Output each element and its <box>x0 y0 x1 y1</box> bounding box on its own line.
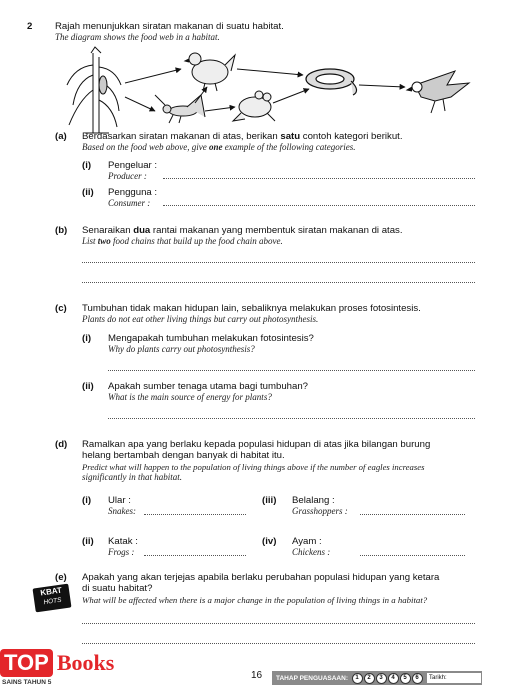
corn-plant-icon <box>67 47 121 133</box>
part-e-answer-line-2[interactable] <box>82 643 475 644</box>
intro-en: The diagram shows the food web in a habitat. <box>55 32 220 42</box>
part-c-ii-answer-line[interactable] <box>108 418 475 419</box>
chickens-ms: Ayam : <box>292 536 322 547</box>
kbat-hots-badge <box>33 584 72 613</box>
part-e-label: (e) <box>55 572 67 583</box>
part-b-answer-line-2[interactable] <box>82 282 475 283</box>
part-c-label: (c) <box>55 303 67 314</box>
part-a-i-label: (i) <box>82 160 92 171</box>
producer-answer-line[interactable] <box>163 178 475 179</box>
food-web-diagram <box>55 45 475 135</box>
date-field[interactable] <box>427 673 481 683</box>
part-d-ms-2: helang bertambah dengan banyak di habitat itu. <box>82 450 285 461</box>
part-c-i-label: (i) <box>82 333 92 344</box>
grasshoppers-answer-line[interactable] <box>360 514 465 515</box>
consumer-answer-line[interactable] <box>163 205 475 206</box>
eagle-icon <box>407 71 469 113</box>
part-c-en: Plants do not eat other living things but carry out photosynthesis. <box>82 314 319 324</box>
part-e-answer-line-1[interactable] <box>82 623 475 624</box>
part-d-i-label: (i) <box>82 495 92 506</box>
part-d-en-2: significantly in that habitat. <box>82 472 182 482</box>
snakes-ms: Ular : <box>108 495 131 506</box>
hots-label: HOTS <box>43 596 62 607</box>
consumer-ms: Pengguna : <box>108 187 158 198</box>
part-b-label: (b) <box>55 225 68 236</box>
frogs-answer-line[interactable] <box>144 555 246 556</box>
part-c-i-answer-line[interactable] <box>108 370 475 371</box>
part-b-ms: Senaraikan dua rantai makanan yang membentuk siratan makanan di atas. <box>82 225 403 236</box>
part-c-ii-en: What is the main source of energy for plants? <box>108 392 272 402</box>
part-d-en-1: Predict what will happen to the population of living things above if the number of eagles increases <box>82 462 425 472</box>
logo-subtitle: SAINS TAHUN 5 <box>2 679 52 686</box>
part-d-label: (d) <box>55 439 68 450</box>
kbat-label: KBAT <box>39 585 63 598</box>
topbooks-logo <box>0 648 114 678</box>
level-1-badge[interactable]: 1 <box>352 673 363 684</box>
arrow-chicken-snake <box>237 69 303 75</box>
arrow-grasshopper-frog <box>205 107 235 111</box>
part-c-ms: Tumbuhan tidak makan hidupan lain, sebaliknya melakukan proses fotosintesis. <box>82 303 421 314</box>
level-2-badge[interactable]: 2 <box>364 673 375 684</box>
arrow-plant-grasshopper <box>125 97 155 111</box>
arrow-plant-chicken <box>125 69 181 83</box>
consumer-en: Consumer : <box>108 198 151 208</box>
part-c-i-en: Why do plants carry out photosynthesis? <box>108 344 255 354</box>
snakes-answer-line[interactable] <box>144 514 246 515</box>
arrow-frog-snake <box>273 89 309 103</box>
part-c-ii-label: (ii) <box>82 381 94 392</box>
part-c-i-ms: Mengapakah tumbuhan melakukan fotosintesis? <box>108 333 314 344</box>
grasshoppers-en: Grasshoppers : <box>292 506 348 516</box>
producer-ms: Pengeluar : <box>108 160 158 171</box>
part-d-ms-1: Ramalkan apa yang berlaku kepada populasi hidupan di atas jika bilangan burung <box>82 439 431 450</box>
snake-icon <box>306 69 357 95</box>
part-e-ms-2: di suatu habitat? <box>82 583 153 594</box>
part-a-label: (a) <box>55 131 67 142</box>
part-a-ii-label: (ii) <box>82 187 94 198</box>
mastery-level-bar <box>272 671 482 685</box>
level-5-badge[interactable]: 5 <box>400 673 411 684</box>
part-d-iv-label: (iv) <box>262 536 277 547</box>
frogs-en: Frogs : <box>108 547 135 557</box>
page-number: 16 <box>251 670 263 681</box>
chicken-icon <box>185 53 235 91</box>
grasshoppers-ms: Belalang : <box>292 495 335 506</box>
date-label: Tarikh: <box>429 675 447 681</box>
part-e-ms-1: Apakah yang akan terjejas apabila berlaku perubahan populasi hidupan yang ketara <box>82 572 440 583</box>
level-3-badge[interactable]: 3 <box>376 673 387 684</box>
frogs-ms: Katak : <box>108 536 138 547</box>
arrow-snake-eagle <box>359 85 405 87</box>
part-b-answer-line-1[interactable] <box>82 262 475 263</box>
snakes-en: Snakes: <box>108 506 136 516</box>
logo-top-text: TOP <box>0 649 53 677</box>
chickens-en: Chickens : <box>292 547 331 557</box>
frog-icon <box>233 91 275 121</box>
tahap-label: TAHAP PENGUASAAN: <box>276 674 348 682</box>
chickens-answer-line[interactable] <box>360 555 465 556</box>
part-b-en: List two food chains that build up the food chain above. <box>82 236 283 246</box>
part-d-ii-label: (ii) <box>82 536 94 547</box>
part-a-ms: Berdasarkan siratan makanan di atas, berikan satu contoh kategori berikut. <box>82 131 403 142</box>
part-c-ii-ms: Apakah sumber tenaga utama bagi tumbuhan? <box>108 381 309 392</box>
producer-en: Producer : <box>108 171 147 181</box>
intro-ms: Rajah menunjukkan siratan makanan di suatu habitat. <box>55 21 284 32</box>
logo-books-text: Books <box>56 650 115 675</box>
level-4-badge[interactable]: 4 <box>388 673 399 684</box>
question-number: 2 <box>27 21 33 32</box>
level-6-badge[interactable]: 6 <box>412 673 423 684</box>
part-a-en: Based on the food web above, give one example of the following categories. <box>82 142 356 152</box>
part-d-iii-label: (iii) <box>262 495 277 506</box>
part-e-en: What will be affected when there is a major change in the population of living things in a habitat? <box>82 595 428 605</box>
